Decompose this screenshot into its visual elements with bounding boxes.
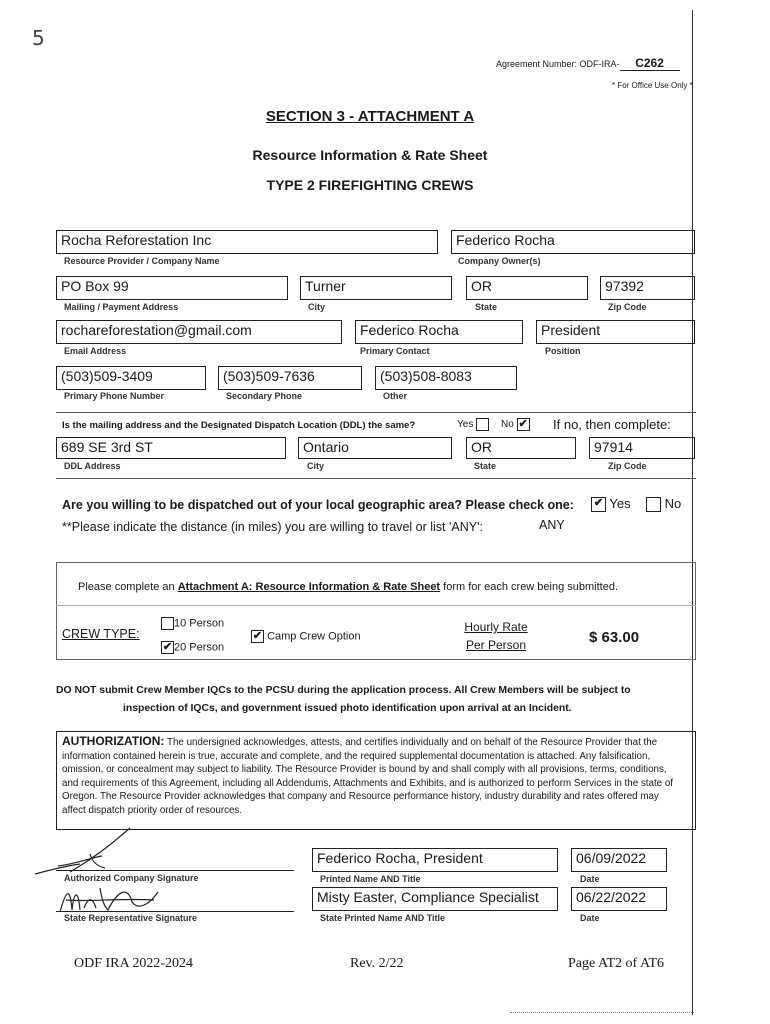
crew-10-label: 10 Person [174, 617, 225, 630]
agreement-label: Agreement Number: ODF-IRA- [496, 59, 620, 69]
crew-option-10 [161, 617, 224, 630]
company-signature-label: Authorized Company Signature [64, 873, 199, 883]
bottom-rule [510, 1012, 694, 1013]
email-field[interactable]: rochareforestation@gmail.com [56, 320, 342, 344]
agreement-number: C262 [620, 56, 680, 71]
state-signature-label: State Representative Signature [64, 913, 198, 923]
primary-phone-field[interactable]: (503)509-3409 [56, 366, 206, 390]
ddl-state-field[interactable]: OR [466, 437, 576, 459]
company-date-label: Date [580, 874, 600, 884]
rate-label-line1: Hourly Rate [464, 620, 528, 634]
primary-phone-label: Primary Phone Number [64, 391, 165, 401]
dispatch-question: Are you willing to be dispatched out of your local geographic area? Please check one: [62, 498, 574, 512]
state-signature-line [56, 911, 294, 912]
rate-label-line2: Per Person [465, 638, 527, 652]
section-title: SECTION 3 - ATTACHMENT A [265, 108, 475, 125]
ddl-no-checkbox[interactable]: ✔ [518, 418, 528, 430]
distance-prompt: **Please indicate the distance (in miles) you are willing to travel or list 'ANY': [62, 520, 483, 534]
ddl-no-option [501, 418, 530, 431]
ddl-zip-field[interactable]: 97914 [589, 437, 695, 459]
position-label: Position [545, 346, 581, 356]
dispatch-no-label: No [664, 496, 682, 511]
dispatch-yes-label: Yes [609, 496, 631, 511]
primary-contact-field[interactable]: Federico Rocha [355, 320, 523, 344]
camp-crew-label: Camp Crew Option [267, 630, 361, 643]
mailing-address-field[interactable]: PO Box 99 [56, 276, 288, 300]
agreement-number-row [496, 56, 680, 71]
city-field[interactable]: Turner [300, 276, 452, 300]
state-date-label: Date [580, 913, 600, 923]
dispatch-divider [56, 478, 696, 479]
state-label: State [475, 302, 498, 312]
ddl-yes-option [457, 418, 489, 431]
ddl-yes-label: Yes [457, 419, 474, 431]
instruction-suffix: form for each crew being submitted. [443, 581, 619, 593]
secondary-phone-field[interactable]: (503)509-7636 [218, 366, 362, 390]
ddl-state-label: State [474, 461, 497, 471]
company-date-field[interactable]: 06/09/2022 [571, 848, 667, 872]
ddl-city-field[interactable]: Ontario [298, 437, 452, 459]
state-field[interactable]: OR [466, 276, 588, 300]
ddl-if-no: If no, then complete: [553, 417, 671, 432]
crew-20-checkbox[interactable]: ✔ [162, 641, 173, 653]
crew-20-label: 20 Person [174, 641, 225, 654]
secondary-phone-label: Secondary Phone [226, 391, 303, 401]
instruction-prefix: Please complete an [78, 581, 175, 593]
crew-type-title: TYPE 2 FIREFIGHTING CREWS [266, 177, 474, 193]
company-owner-label: Company Owner(s) [458, 256, 541, 266]
company-owner-field[interactable]: Federico Rocha [451, 230, 695, 254]
footer-right: Page AT2 of AT6 [568, 956, 665, 971]
position-field[interactable]: President [536, 320, 695, 344]
mailing-address-label: Mailing / Payment Address [64, 302, 179, 312]
camp-crew-checkbox[interactable]: ✔ [252, 630, 263, 642]
instruction-link[interactable]: Attachment A: Resource Information & Rate Sheet [177, 581, 441, 593]
company-printed-name-field[interactable]: Federico Rocha, President [312, 848, 558, 872]
instruction-divider [56, 605, 696, 606]
hourly-rate-label [452, 620, 540, 652]
ddl-yes-checkbox[interactable] [476, 418, 489, 431]
dispatch-no-option [646, 496, 681, 512]
ddl-address-field[interactable]: 689 SE 3rd ST [56, 437, 286, 459]
authorization-text-block [62, 735, 684, 818]
ddl-zip-label: Zip Code [608, 461, 647, 471]
form-subtitle: Resource Information & Rate Sheet [252, 147, 488, 163]
ddl-no-label: No [501, 419, 514, 431]
footer-center: Rev. 2/22 [350, 956, 404, 971]
iqc-notice-line1: DO NOT submit Crew Member IQCs to the PCSU during the application process. All Crew Members will be subject to [56, 685, 631, 696]
crew-type-label: CREW TYPE: [62, 627, 140, 641]
company-signature-line [56, 870, 294, 871]
ddl-city-label: City [307, 461, 325, 471]
instruction-text [78, 581, 618, 593]
hourly-rate-value[interactable]: $ 63.00 [589, 629, 640, 646]
footer-left: ODF IRA 2022-2024 [74, 956, 194, 971]
camp-crew-option [251, 630, 361, 643]
zip-label: Zip Code [608, 302, 647, 312]
primary-contact-label: Primary Contact [360, 346, 430, 356]
ddl-question: Is the mailing address and the Designated Dispatch Location (DDL) the same? [62, 420, 416, 431]
state-date-field[interactable]: 06/22/2022 [571, 887, 667, 911]
distance-value[interactable]: ANY [539, 518, 565, 532]
dispatch-yes-option [591, 496, 631, 512]
dispatch-no-checkbox[interactable] [646, 497, 661, 512]
crew-option-20 [161, 641, 224, 654]
page-mark: 5 [32, 26, 45, 50]
authorization-heading: AUTHORIZATION: [62, 734, 165, 748]
other-phone-label: Other [383, 391, 408, 401]
other-phone-field[interactable]: (503)508-8083 [375, 366, 517, 390]
company-name-field[interactable]: Rocha Reforestation Inc [56, 230, 438, 254]
company-name-label: Resource Provider / Company Name [64, 256, 220, 266]
company-printed-name-label: Printed Name AND Title [320, 874, 421, 884]
authorization-text: The undersigned acknowledges, attests, and certifies individually and on behalf of the Resource Provider that the information contained herein is true, accurate and complete, and the required supplemental documentation is attached. Any falsification, omission, or concealment may subject to liability. The Resource Provider is bound by and shall comply with all provisions, terms, conditions, and requirements of this Agreement, including all Addendums, Attachments and Exhibits, and is authorized to perform Services in the state of Oregon. The Resource Provider acknowledges that company and Resource performance history, industry durability and rates offered may affect dispatch priority order of resources. [62, 737, 674, 816]
ddl-divider [56, 412, 696, 413]
city-label: City [308, 302, 326, 312]
dispatch-yes-checkbox[interactable]: ✔ [591, 497, 606, 512]
state-printed-name-field[interactable]: Misty Easter, Compliance Specialist [312, 887, 558, 911]
ddl-address-label: DDL Address [64, 461, 121, 471]
crew-10-checkbox[interactable] [161, 617, 174, 630]
iqc-notice-line2: inspection of IQCs, and government issued photo identification upon arrival at an Incident. [123, 703, 572, 714]
state-printed-name-label: State Printed Name AND Title [320, 913, 446, 923]
zip-field[interactable]: 97392 [600, 276, 695, 300]
email-label: Email Address [64, 346, 127, 356]
office-use-note: * For Office Use Only * [612, 81, 693, 90]
